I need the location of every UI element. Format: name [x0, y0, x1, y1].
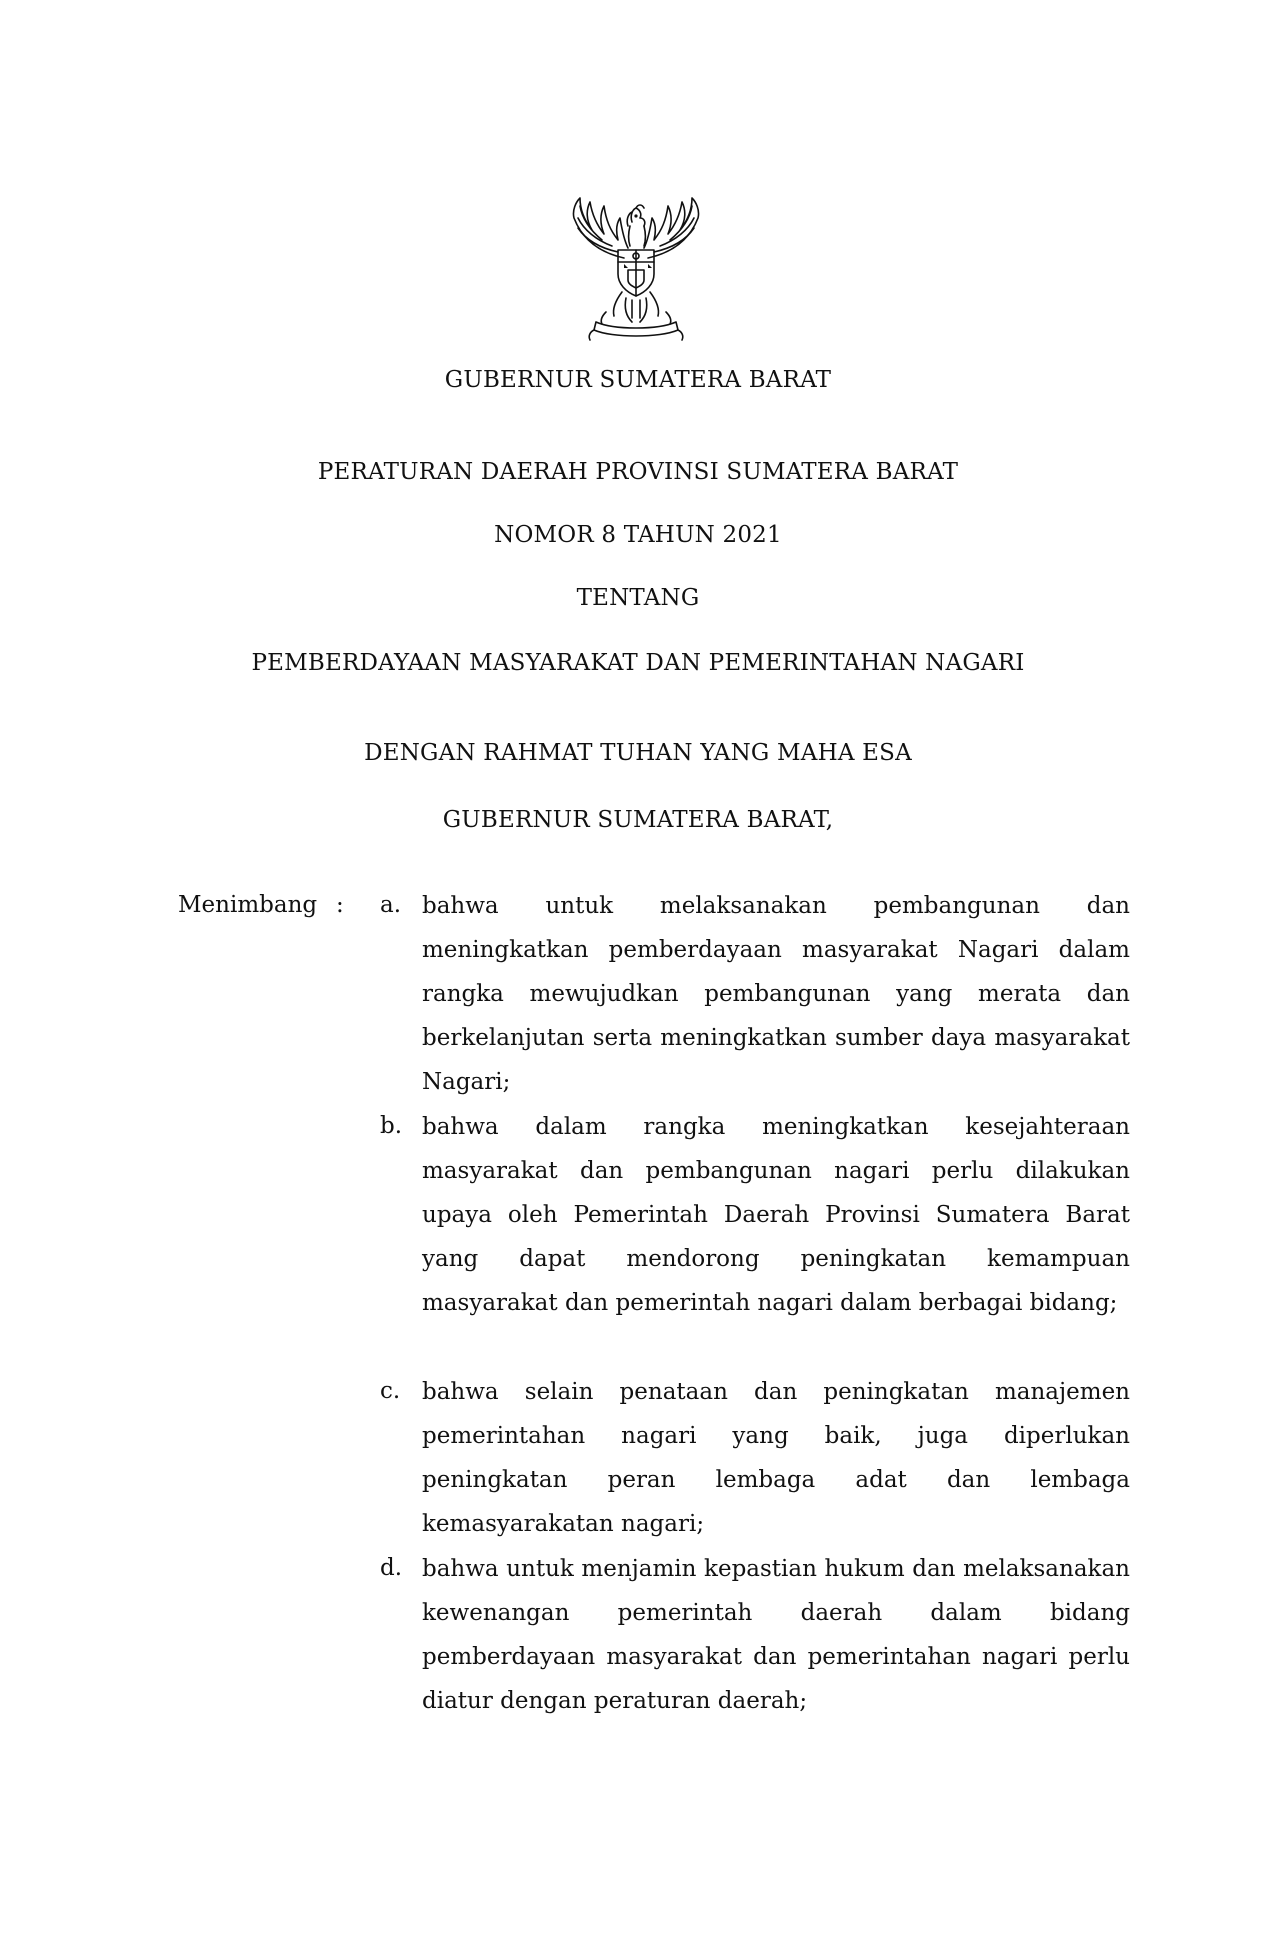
considering-label: Menimbang	[178, 892, 318, 918]
governor-signature-line: GUBERNUR SUMATERA BARAT,	[442, 807, 834, 833]
item-letter: d.	[380, 1555, 403, 1581]
considering-colon: :	[336, 892, 344, 918]
item-letter: c.	[380, 1378, 401, 1404]
governor-title: GUBERNUR SUMATERA BARAT	[444, 367, 832, 393]
blessing-line: DENGAN RAHMAT TUHAN YANG MAHA ESA	[364, 740, 912, 766]
item-letter: b.	[380, 1113, 403, 1139]
item-text: bahwa untuk menjamin kepastian hukum dan melaksanakan kewenangan pemerintah daerah dalam bidang pemberdayaan masyarakat dan pemerintahan nagari perlu diatur dengan peraturan daerah;	[422, 1556, 1130, 1714]
item-letter: a.	[380, 892, 402, 918]
regulation-title: PERATURAN DAERAH PROVINSI SUMATERA BARAT	[317, 459, 959, 485]
about-heading: TENTANG	[576, 585, 700, 611]
item-text: bahwa untuk melaksanakan pembangunan dan meningkatkan pemberdayaan masyarakat Nagari dalam rangka mewujudkan pembangunan yang merata dan berkelanjutan serta meningkatkan sumber daya masyarakat Nagari;	[422, 893, 1130, 1095]
regulation-number-year: NOMOR 8 TAHUN 2021	[494, 522, 782, 548]
garuda-pancasila-emblem-icon	[566, 196, 706, 346]
regulation-subject: PEMBERDAYAAN MASYARAKAT DAN PEMERINTAHAN NAGARI	[251, 650, 1025, 676]
item-text: bahwa selain penataan dan peningkatan manajemen pemerintahan nagari yang baik, juga diperlukan peningkatan peran lembaga adat dan lembaga kemasyarakatan nagari;	[422, 1379, 1130, 1537]
item-text: bahwa dalam rangka meningkatkan kesejahteraan masyarakat dan pembangunan nagari perlu dilakukan upaya oleh Pemerintah Daerah Provinsi Sumatera Barat yang dapat mendorong peningkatan kemampuan masyarakat dan pemerintah nagari dalam berbagai bidang;	[422, 1114, 1130, 1316]
